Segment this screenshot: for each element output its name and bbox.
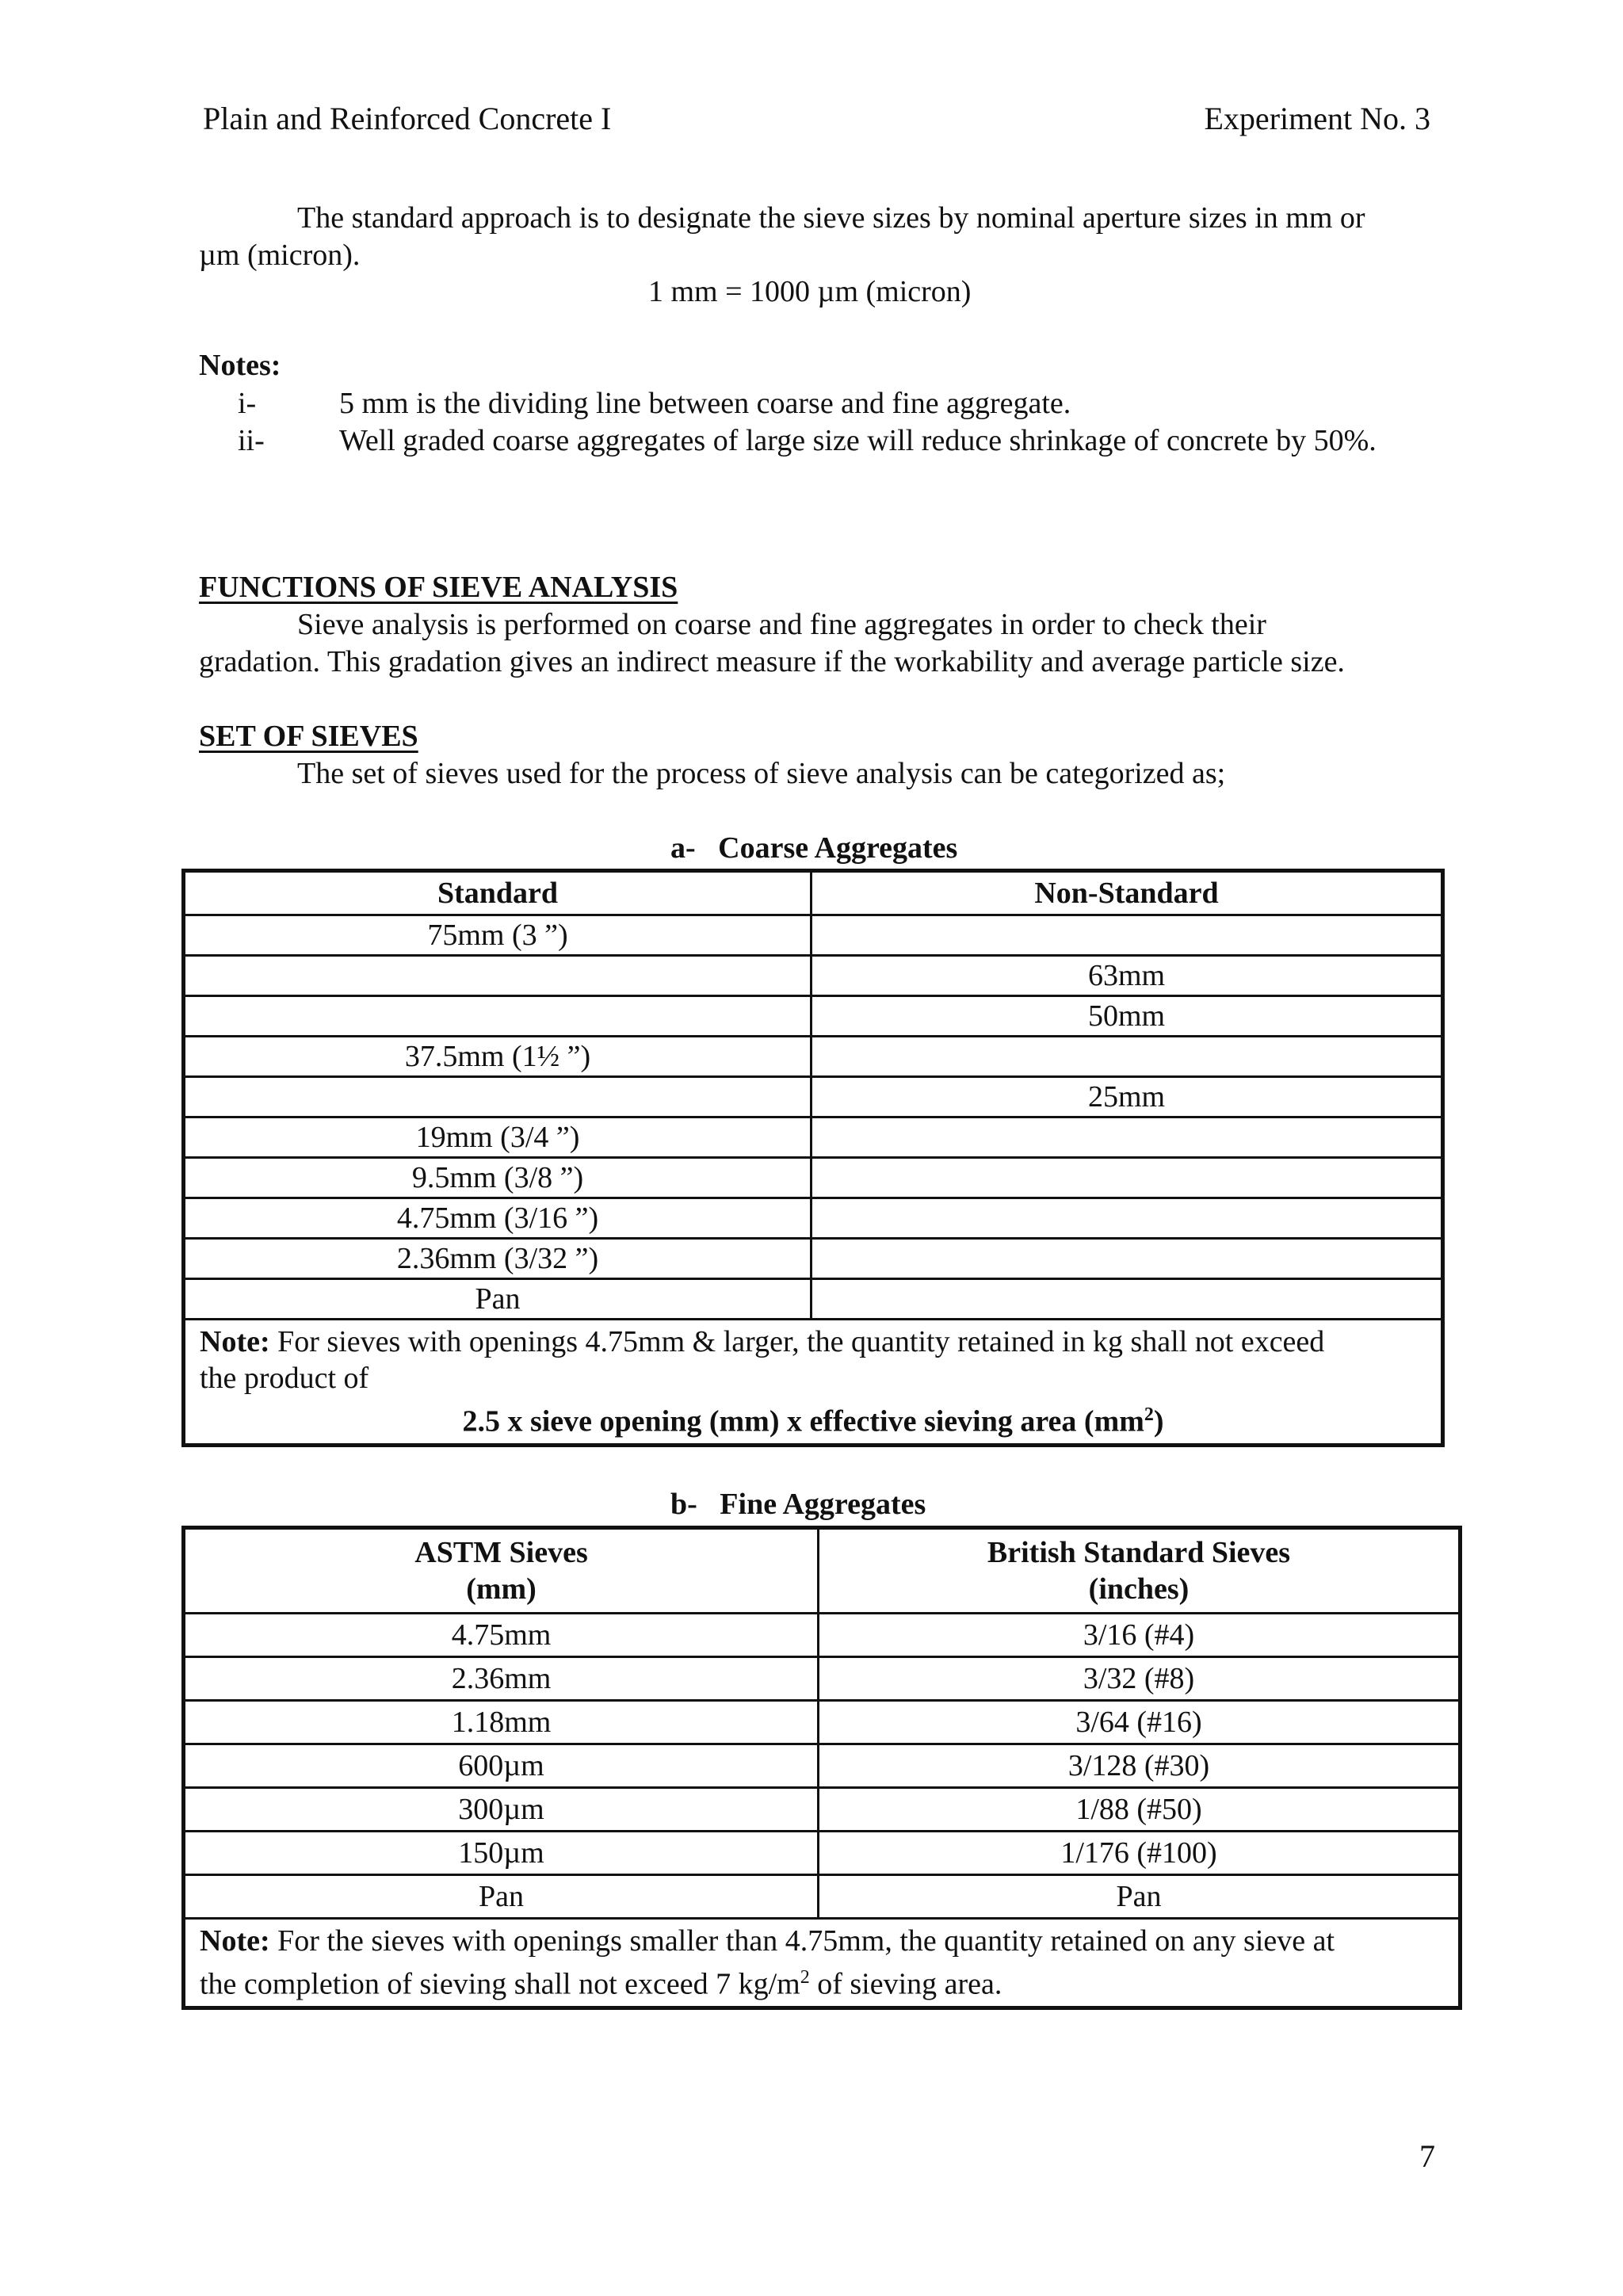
coarse-caption xyxy=(670,831,957,865)
fine-header-astm xyxy=(184,1528,819,1614)
coarse-cell-col1 xyxy=(184,956,812,996)
fine-cell-col2: 3/16 (#4) xyxy=(819,1614,1461,1657)
fine-table-row xyxy=(184,1614,1461,1657)
coarse-table-row xyxy=(184,1077,1443,1117)
coarse-cell-col2: 25mm xyxy=(812,1077,1443,1117)
sieves-heading: SET OF SIEVES xyxy=(199,720,418,753)
coarse-formula xyxy=(200,1396,1426,1440)
coarse-cell-col2 xyxy=(812,1198,1443,1239)
coarse-cell-col1: 75mm (3 ”) xyxy=(184,915,812,956)
header-experiment-number: Experiment No. 3 xyxy=(1204,101,1430,136)
coarse-cell-col1: Pan xyxy=(184,1279,812,1320)
coarse-aggregates-table xyxy=(181,869,1445,1447)
fine-cell-col2: 1/88 (#50) xyxy=(819,1788,1461,1832)
coarse-cell-col2 xyxy=(812,1279,1443,1320)
coarse-cell-col1: 4.75mm (3/16 ”) xyxy=(184,1198,812,1239)
fine-table-row xyxy=(184,1744,1461,1788)
fine-note-superscript: 2 xyxy=(800,1967,810,1988)
fine-note-label: Note: xyxy=(200,1924,270,1958)
fine-table-row xyxy=(184,1788,1461,1832)
coarse-cell-col1: 9.5mm (3/8 ”) xyxy=(184,1158,812,1198)
coarse-caption-title: Coarse Aggregates xyxy=(718,831,958,865)
page-number: 7 xyxy=(1419,2138,1435,2174)
fine-cell-col1: Pan xyxy=(184,1875,819,1919)
fine-caption-prefix: b- xyxy=(670,1488,697,1521)
functions-line-2: gradation. This gradation gives an indirect measure if the workability and average particle size. xyxy=(199,645,1345,678)
fine-table-row xyxy=(184,1875,1461,1919)
coarse-cell-col1 xyxy=(184,1077,812,1117)
intro-equation: 1 mm = 1000 µm (micron) xyxy=(648,275,972,308)
coarse-note-line-1: For sieves with openings 4.75mm & larger, the quantity retained in kg shall not exceed xyxy=(277,1325,1325,1358)
coarse-cell-col2 xyxy=(812,1239,1443,1279)
sieves-line-1: The set of sieves used for the process of sieve analysis can be categorized as; xyxy=(297,757,1226,790)
coarse-cell-col2 xyxy=(812,1037,1443,1077)
coarse-table-row xyxy=(184,956,1443,996)
fine-cell-col1: 300µm xyxy=(184,1788,819,1832)
fine-cell-col2: Pan xyxy=(819,1875,1461,1919)
notes-title: Notes: xyxy=(199,349,281,382)
fine-note-line-1: For the sieves with openings smaller than 4.75mm, the quantity retained on any sieve at xyxy=(277,1924,1335,1958)
fine-cell-col2: 3/64 (#16) xyxy=(819,1701,1461,1744)
fine-cell-col1: 150µm xyxy=(184,1832,819,1875)
coarse-note-line-2: the product of xyxy=(200,1362,369,1395)
note-number-2: ii- xyxy=(238,424,265,457)
intro-line-2: µm (micron). xyxy=(199,239,361,272)
fine-table-row xyxy=(184,1657,1461,1701)
fine-cell-col1: 1.18mm xyxy=(184,1701,819,1744)
coarse-caption-prefix: a- xyxy=(670,831,696,865)
fine-caption xyxy=(670,1487,926,1522)
coarse-table-row xyxy=(184,1117,1443,1158)
coarse-table-row xyxy=(184,1158,1443,1198)
coarse-cell-col1: 37.5mm (1½ ”) xyxy=(184,1037,812,1077)
fine-cell-col2: 1/176 (#100) xyxy=(819,1832,1461,1875)
coarse-table-row xyxy=(184,1198,1443,1239)
fine-header-british-line-2: (inches) xyxy=(1088,1572,1190,1606)
fine-cell-col2: 3/32 (#8) xyxy=(819,1657,1461,1701)
fine-header-british xyxy=(819,1528,1461,1614)
coarse-cell-col2 xyxy=(812,915,1443,956)
fine-cell-col1: 4.75mm xyxy=(184,1614,819,1657)
intro-line-1: The standard approach is to designate the sieve sizes by nominal aperture sizes in mm or xyxy=(297,201,1365,235)
fine-note-line-2b: of sieving area. xyxy=(809,1967,1002,2001)
fine-note-cell xyxy=(184,1919,1461,2008)
coarse-table-row xyxy=(184,915,1443,956)
note-text-2: Well graded coarse aggregates of large size will reduce shrinkage of concrete by 50%. xyxy=(339,424,1377,457)
coarse-table-row xyxy=(184,996,1443,1037)
fine-header-astm-line-1: ASTM Sieves xyxy=(414,1536,588,1569)
fine-cell-col1: 600µm xyxy=(184,1744,819,1788)
fine-cell-col2: 3/128 (#30) xyxy=(819,1744,1461,1788)
functions-line-1: Sieve analysis is performed on coarse and fine aggregates in order to check their xyxy=(297,608,1266,641)
fine-table-row xyxy=(184,1832,1461,1875)
fine-header-british-line-1: British Standard Sieves xyxy=(987,1536,1291,1569)
coarse-header-non-standard: Non-Standard xyxy=(812,871,1443,915)
coarse-formula-text: 2.5 x sieve opening (mm) x effective sieving area (mm xyxy=(462,1404,1144,1438)
coarse-note-cell xyxy=(184,1320,1443,1446)
functions-heading: FUNCTIONS OF SIEVE ANALYSIS xyxy=(199,571,678,604)
coarse-cell-col1: 19mm (3/4 ”) xyxy=(184,1117,812,1158)
coarse-formula-end: ) xyxy=(1153,1404,1164,1438)
coarse-note-label: Note: xyxy=(200,1325,270,1358)
coarse-table-row xyxy=(184,1037,1443,1077)
coarse-cell-col1 xyxy=(184,996,812,1037)
coarse-formula-superscript: 2 xyxy=(1144,1404,1154,1425)
coarse-cell-col2: 63mm xyxy=(812,956,1443,996)
coarse-cell-col2 xyxy=(812,1158,1443,1198)
fine-table-row xyxy=(184,1701,1461,1744)
coarse-table-row xyxy=(184,1239,1443,1279)
fine-header-astm-line-2: (mm) xyxy=(466,1572,537,1606)
coarse-header-standard: Standard xyxy=(184,871,812,915)
note-text-1: 5 mm is the dividing line between coarse and fine aggregate. xyxy=(339,387,1071,420)
coarse-cell-col1: 2.36mm (3/32 ”) xyxy=(184,1239,812,1279)
fine-note-line-2a: the completion of sieving shall not exceed 7 kg/m xyxy=(200,1967,800,2001)
coarse-cell-col2: 50mm xyxy=(812,996,1443,1037)
note-number-1: i- xyxy=(238,387,257,420)
header-course-title: Plain and Reinforced Concrete I xyxy=(203,101,612,136)
fine-note-line-2 xyxy=(200,1959,1444,2003)
fine-cell-col1: 2.36mm xyxy=(184,1657,819,1701)
fine-aggregates-table xyxy=(181,1526,1462,2010)
coarse-cell-col2 xyxy=(812,1117,1443,1158)
coarse-table-row xyxy=(184,1279,1443,1320)
fine-caption-title: Fine Aggregates xyxy=(720,1488,926,1521)
